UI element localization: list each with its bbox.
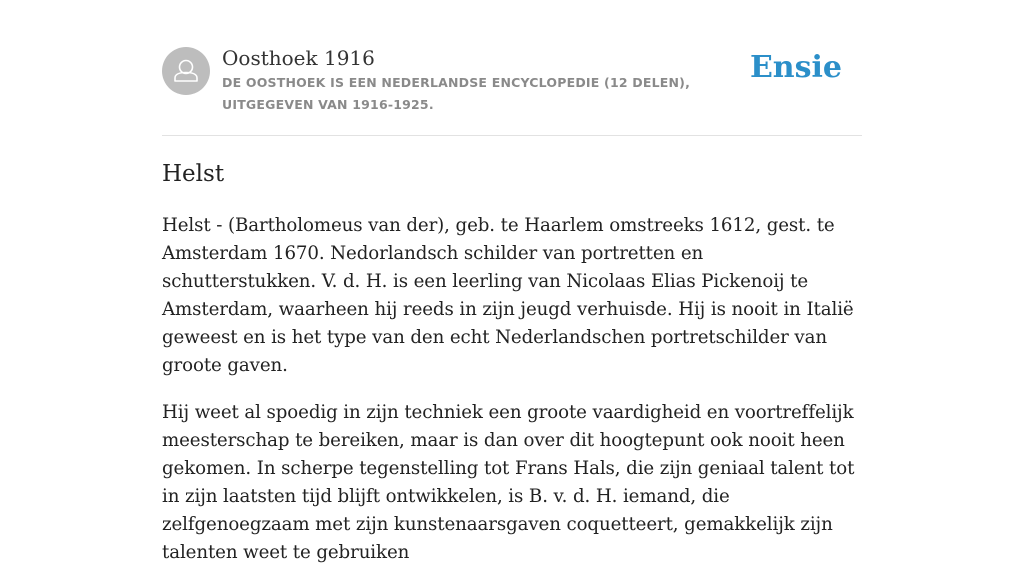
- user-avatar-icon[interactable]: [162, 47, 210, 95]
- content-container: [162, 0, 862, 563]
- source-description: DE OOSTHOEK IS EEN NEDERLANDSE ENCYCLOPEDIE (12 DELEN), UITGEGEVEN VAN 1916-1925.: [222, 75, 691, 112]
- article-paragraph: Helst - (Bartholomeus van der), geb. te Haarlem omstreeks 1612, gest. te Amsterdam 1670. Nedorlandsch schilder van portretten en schutterstukken. V. d. H. is een leerling van Nicolaas Elias Pickenoij te Amsterdam, waarheen hij reeds in zijn jeugd verhuisde. Hij is nooit in Italië geweest en is het type van den echt Nederlandschen portretschilder van groote gaven.: [162, 215, 854, 376]
- ensie-logo[interactable]: Ensie: [749, 50, 842, 85]
- article-body: [162, 212, 862, 586]
- article-title: Helst: [162, 161, 225, 187]
- article-paragraph: Hij weet al spoedig in zijn techniek een groote vaardigheid en voortreffelijk meesterschap te bereiken, maar is dan over dit hoogtepunt ook nooit heen gekomen. In scherpe tegenstelling tot Frans Hals, die zijn geniaal talent tot in zijn laatsten tijd blijft ontwikkelen, is B. v. d. H. iemand, die zelfgenoegzaam met zijn kunstenaarsgaven coquetteert, gemakkelijk zijn talenten weet te gebruiken: [162, 402, 855, 563]
- source-header: [162, 0, 862, 136]
- source-title[interactable]: Oosthoek 1916: [222, 46, 375, 70]
